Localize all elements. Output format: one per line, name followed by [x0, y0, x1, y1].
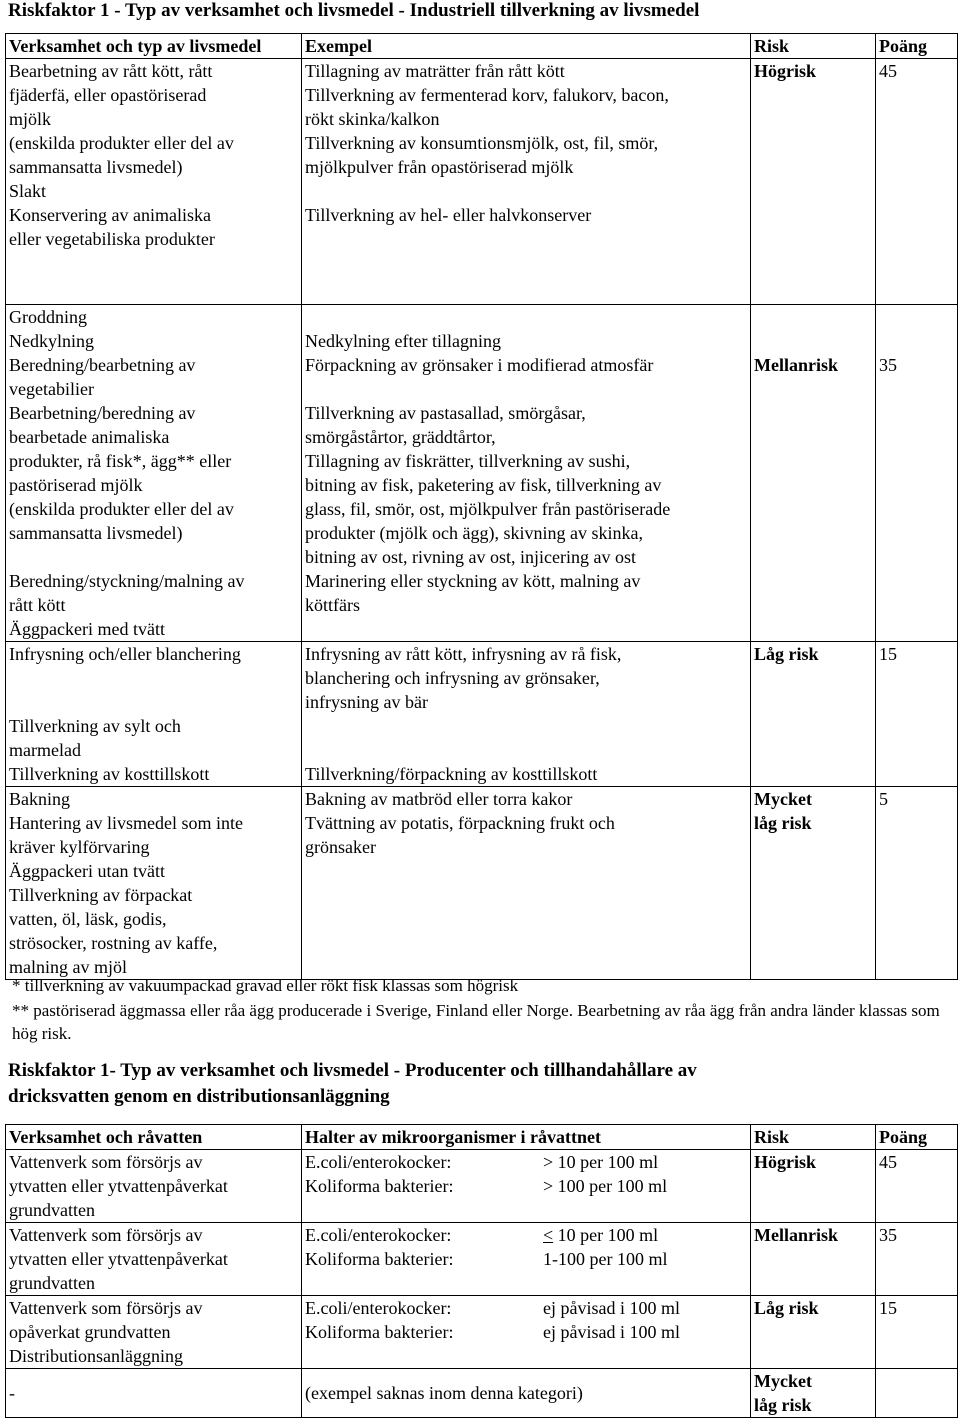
- spacer: [9, 666, 298, 690]
- section1-title: Riskfaktor 1 - Typ av verksamhet och livsmedel - Industriell tillverkning av livsmedel: [8, 0, 700, 21]
- type-cell: [6, 1223, 302, 1296]
- table-row: [6, 1369, 958, 1418]
- footnote-eggs: ** pastöriserad äggmassa eller råa ägg producerade i Sverige, Finland eller Norge. Bearbetning av råa ägg från andra länder klassas som hög risk.: [12, 1001, 940, 1043]
- type-line: strösocker, rostning av kaffe,: [9, 933, 218, 953]
- header-points: Poäng: [876, 1125, 958, 1150]
- example-line: bitning av ost, rivning av ost, injicering av ost: [305, 547, 636, 567]
- header-risk: Risk: [751, 1125, 876, 1150]
- type-line: Beredning/styckning/malning av: [9, 571, 245, 591]
- type-line: vatten, öl, läsk, godis,: [9, 909, 167, 929]
- type-line: Hantering av livsmedel som inte: [9, 813, 243, 833]
- level-row: [305, 1174, 747, 1198]
- type-line: Slakt: [9, 181, 47, 201]
- level-label: Koliforma bakterier:: [305, 1322, 454, 1342]
- risk-cell: [751, 787, 876, 980]
- spacer: [879, 305, 954, 329]
- example-cell: [302, 642, 751, 787]
- risk-label: låg risk: [754, 1395, 812, 1415]
- example-line: produkter (mjölk och ägg), skivning av skinka,: [305, 523, 643, 543]
- risk-cell: Låg risk: [751, 642, 876, 787]
- points-cell: 45: [876, 1150, 958, 1223]
- header-risk: Risk: [751, 34, 876, 59]
- type-line: Konservering av animaliska: [9, 205, 211, 225]
- type-line: Tillverkning av förpackat: [9, 885, 193, 905]
- type-cell: -: [6, 1369, 302, 1418]
- example-line: infrysning av bär: [305, 692, 428, 712]
- type-line: Groddning: [9, 307, 87, 327]
- example-line: mjölkpulver från opastöriserad mjölk: [305, 157, 574, 177]
- type-line: Nedkylning: [9, 331, 94, 351]
- risk-cell: [751, 305, 876, 642]
- risk-label: Mycket: [754, 789, 812, 809]
- spacer: [879, 329, 954, 353]
- type-line: Distributionsanläggning: [9, 1346, 183, 1366]
- type-cell: [6, 1296, 302, 1369]
- level-row: [305, 1223, 747, 1247]
- spacer: [754, 329, 872, 353]
- type-line: sammansatta livsmedel): [9, 157, 183, 177]
- points-cell: 45: [876, 59, 958, 305]
- level-label: Koliforma bakterier:: [305, 1176, 454, 1196]
- type-line: eller vegetabiliska produkter: [9, 229, 215, 249]
- points-cell: 35: [876, 1223, 958, 1296]
- risk-cell: Låg risk: [751, 1296, 876, 1369]
- type-line: Tillverkning av kosttillskott: [9, 764, 210, 784]
- spacer: [305, 305, 747, 329]
- less-than-symbol: <: [543, 1225, 554, 1245]
- risk-label: Mellanrisk: [754, 355, 838, 375]
- spacer: [9, 545, 298, 569]
- example-line: Tillverkning av konsumtionsmjölk, ost, fil, smör,: [305, 133, 659, 153]
- example-line: köttfärs: [305, 595, 360, 615]
- section2-title: [8, 1058, 697, 1110]
- type-line: grundvatten: [9, 1200, 95, 1220]
- example-line: bitning av fisk, paketering av fisk, tillverkning av: [305, 475, 662, 495]
- example-line: Marinering eller styckning av kött, malning av: [305, 571, 641, 591]
- example-line: blanchering och infrysning av grönsaker,: [305, 668, 600, 688]
- example-line: smörgåstårtor, gräddtårtor,: [305, 427, 496, 447]
- example-cell: [302, 59, 751, 305]
- example-cell: [302, 305, 751, 642]
- level-row: [305, 1150, 747, 1174]
- level-label: E.coli/enterokocker:: [305, 1225, 452, 1245]
- example-line: Tillverkning/förpackning av kosttillskott: [305, 764, 598, 784]
- points-cell: 5: [876, 787, 958, 980]
- risk-cell: Mellanrisk: [751, 1223, 876, 1296]
- type-cell: [6, 642, 302, 787]
- example-line: Tvättning av potatis, förpackning frukt och: [305, 813, 615, 833]
- type-line: Bearbetning av rått kött, rått: [9, 61, 213, 81]
- points-cell: 15: [876, 642, 958, 787]
- example-line: Tillverkning av fermenterad korv, falukorv, bacon,: [305, 85, 669, 105]
- spacer: [305, 714, 747, 738]
- level-label: E.coli/enterokocker:: [305, 1298, 452, 1318]
- type-line: marmelad: [9, 740, 81, 760]
- example-line: grönsaker: [305, 837, 376, 857]
- type-line: Vattenverk som försörjs av: [9, 1298, 203, 1318]
- table-row: [6, 1296, 958, 1369]
- table-row: [6, 305, 958, 642]
- type-line: produkter, rå fisk*, ägg** eller: [9, 451, 232, 471]
- level-value: ej påvisad i 100 ml: [543, 1298, 680, 1318]
- example-line: rökt skinka/kalkon: [305, 109, 440, 129]
- type-line: ytvatten eller ytvattenpåverkat: [9, 1176, 228, 1196]
- example-line: Infrysning av rått kött, infrysning av rå fisk,: [305, 644, 622, 664]
- points-cell: [876, 1369, 958, 1418]
- type-line: Beredning/bearbetning av: [9, 355, 196, 375]
- table-header-row: [6, 1125, 958, 1150]
- type-line: grundvatten: [9, 1273, 95, 1293]
- levels-cell: [302, 1296, 751, 1369]
- level-row: [305, 1320, 747, 1344]
- type-cell: [6, 59, 302, 305]
- table-row: [6, 642, 958, 787]
- risk-table-drinking-water: [5, 1124, 958, 1418]
- level-value: 1-100 per 100 ml: [543, 1249, 668, 1269]
- table-row: [6, 1223, 958, 1296]
- spacer: [305, 738, 747, 762]
- type-line: (enskilda produkter eller del av: [9, 133, 234, 153]
- type-line: Bakning: [9, 789, 70, 809]
- spacer: [305, 179, 747, 203]
- type-line: vegetabilier: [9, 379, 94, 399]
- type-cell: [6, 1150, 302, 1223]
- type-line: pastöriserad mjölk: [9, 475, 143, 495]
- type-line: Äggpackeri med tvätt: [9, 619, 165, 639]
- type-line: Äggpackeri utan tvätt: [9, 861, 165, 881]
- type-line: Infrysning och/eller blanchering: [9, 644, 241, 664]
- level-value: [543, 1223, 658, 1247]
- header-levels: Halter av mikroorganismer i råvattnet: [302, 1125, 751, 1150]
- type-line: Vattenverk som försörjs av: [9, 1152, 203, 1172]
- risk-cell: Högrisk: [751, 59, 876, 305]
- type-line: ytvatten eller ytvattenpåverkat: [9, 1249, 228, 1269]
- example-line: Förpackning av grönsaker i modifierad atmosfär: [305, 355, 654, 375]
- level-row: [305, 1247, 747, 1271]
- header-type: Verksamhet och typ av livsmedel: [6, 34, 302, 59]
- level-label: E.coli/enterokocker:: [305, 1152, 452, 1172]
- level-label: Koliforma bakterier:: [305, 1249, 454, 1269]
- table-row: [6, 59, 958, 305]
- points-cell: 15: [876, 1296, 958, 1369]
- type-line: mjölk: [9, 109, 52, 129]
- example-cell: (exempel saknas inom denna kategori): [302, 1369, 751, 1418]
- example-line: Nedkylning efter tillagning: [305, 331, 501, 351]
- spacer: [9, 690, 298, 714]
- level-row: [305, 1296, 747, 1320]
- level-value-rest: 10 per 100 ml: [553, 1225, 659, 1245]
- type-line: Vattenverk som försörjs av: [9, 1225, 203, 1245]
- example-line: Tillagning av fiskrätter, tillverkning av sushi,: [305, 451, 631, 471]
- risk-table-industrial: [5, 33, 958, 980]
- spacer: [754, 305, 872, 329]
- type-line: (enskilda produkter eller del av: [9, 499, 234, 519]
- footnote-raw-fish: * tillverkning av vakuumpackad gravad eller rökt fisk klassas som högrisk: [12, 976, 519, 995]
- risk-label: Mycket: [754, 1371, 812, 1391]
- example-line: Tillagning av maträtter från rått kött: [305, 61, 565, 81]
- type-line: Tillverkning av sylt och: [9, 716, 181, 736]
- example-cell: [302, 787, 751, 980]
- header-example: Exempel: [302, 34, 751, 59]
- table-row: [6, 1150, 958, 1223]
- type-line: bearbetade animaliska: [9, 427, 170, 447]
- section2-title-line: dricksvatten genom en distributionsanläggning: [8, 1086, 390, 1107]
- section2-title-line: Riskfaktor 1- Typ av verksamhet och livsmedel - Producenter och tillhandahållare av: [8, 1060, 697, 1081]
- type-cell: [6, 305, 302, 642]
- type-line: malning av mjöl: [9, 957, 127, 977]
- example-line: Tillverkning av hel- eller halvkonserver: [305, 205, 592, 225]
- type-cell: [6, 787, 302, 980]
- points-value: 35: [879, 355, 897, 375]
- risk-label: låg risk: [754, 813, 812, 833]
- type-line: Bearbetning/beredning av: [9, 403, 196, 423]
- header-type: Verksamhet och råvatten: [6, 1125, 302, 1150]
- header-points: Poäng: [876, 34, 958, 59]
- type-line: kräver kylförvaring: [9, 837, 150, 857]
- type-line: opåverkat grundvatten: [9, 1322, 171, 1342]
- level-value: ej påvisad i 100 ml: [543, 1322, 680, 1342]
- type-line: sammansatta livsmedel): [9, 523, 183, 543]
- example-line: Bakning av matbröd eller torra kakor: [305, 789, 573, 809]
- example-line: glass, fil, smör, ost, mjölkpulver från pastöriserade: [305, 499, 671, 519]
- table-header-row: [6, 34, 958, 59]
- spacer: [305, 377, 747, 401]
- risk-cell: Högrisk: [751, 1150, 876, 1223]
- risk-cell: [751, 1369, 876, 1418]
- example-line: Tillverkning av pastasallad, smörgåsar,: [305, 403, 586, 423]
- type-line: rått kött: [9, 595, 66, 615]
- table-row: [6, 787, 958, 980]
- points-cell: [876, 305, 958, 642]
- level-value: > 100 per 100 ml: [543, 1176, 668, 1196]
- levels-cell: [302, 1150, 751, 1223]
- level-value: > 10 per 100 ml: [543, 1152, 659, 1172]
- type-line: fjäderfä, eller opastöriserad: [9, 85, 207, 105]
- levels-cell: [302, 1223, 751, 1296]
